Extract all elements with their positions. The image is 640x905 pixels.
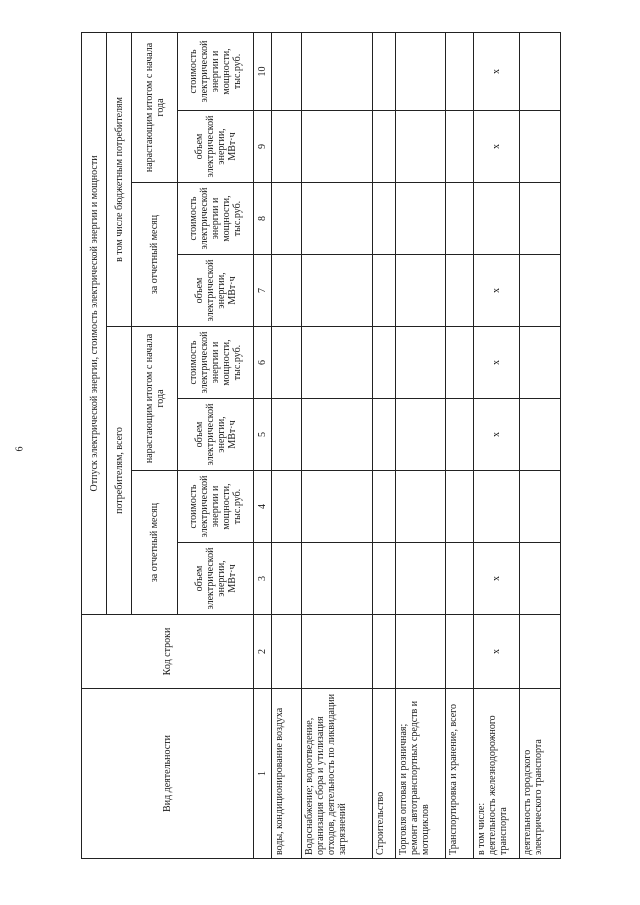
value-cell (395, 255, 445, 327)
code-cell (446, 615, 474, 689)
table-header (82, 32, 272, 858)
code-cell (302, 615, 373, 689)
rotated-table-container (81, 33, 561, 859)
budget-month-header: за отчетный месяц (132, 183, 178, 327)
column-number: 9 (253, 111, 271, 183)
value-cell (373, 543, 396, 615)
table-row (373, 32, 396, 858)
value-cell (519, 111, 560, 183)
value-cell (395, 32, 445, 110)
value-cell (373, 183, 396, 255)
value-cell: х (473, 399, 519, 471)
value-cell (446, 111, 474, 183)
value-cell (446, 471, 474, 543)
value-cell (519, 183, 560, 255)
value-cell (519, 471, 560, 543)
value-cell (272, 543, 302, 615)
activity-cell: Водоснабжение; водоотведение, организация сбора и утилизация отходов, деятельность по ликвидации загрязнений (302, 689, 373, 859)
activity-cell: Торговля оптовая и розничная; ремонт автотранспортных средств и мотоциклов (395, 689, 445, 859)
value-cell (373, 327, 396, 399)
value-cell (302, 327, 373, 399)
electricity-supply-table (81, 32, 561, 859)
value-cell (302, 543, 373, 615)
value-cell (446, 399, 474, 471)
column-number: 7 (253, 255, 271, 327)
column-number: 2 (253, 615, 271, 689)
value-cell (373, 255, 396, 327)
table-row (395, 32, 445, 858)
code-cell (373, 615, 396, 689)
all-month-header: за отчетный месяц (132, 471, 178, 615)
value-cell (446, 327, 474, 399)
value-cell (302, 471, 373, 543)
value-cell: х (473, 543, 519, 615)
value-cell (395, 471, 445, 543)
value-cell (373, 471, 396, 543)
value-cell (302, 399, 373, 471)
value-cell (473, 471, 519, 543)
column-numbers-row (253, 32, 271, 858)
activity-cell: Строительство (373, 689, 396, 859)
value-cell (272, 111, 302, 183)
table-row (272, 32, 302, 858)
all-ytd-header: нарастающим итогом с начала года (132, 327, 178, 471)
value-cell (302, 183, 373, 255)
table-row (446, 32, 474, 858)
value-cell (272, 255, 302, 327)
table-row (519, 32, 560, 858)
col-header-volume: объем электрической энергии, МВт·ч (178, 111, 254, 183)
budget-ytd-header: нарастающим итогом с начала года (132, 32, 178, 182)
table-row (302, 32, 373, 858)
activity-cell: в том числе: деятельность железнодорожного транспорта (473, 689, 519, 859)
table-row (473, 32, 519, 858)
value-cell (302, 255, 373, 327)
value-cell (373, 111, 396, 183)
value-cell: х (473, 111, 519, 183)
value-cell (519, 255, 560, 327)
code-cell (519, 615, 560, 689)
value-cell (519, 399, 560, 471)
col-header-cost: стоимость электрической энергии и мощности, тыс.руб. (178, 471, 254, 543)
activity-cell: деятельность городского электрического транспорта (519, 689, 560, 859)
value-cell (395, 543, 445, 615)
code-cell (395, 615, 445, 689)
value-cell (473, 183, 519, 255)
col-header-volume: объем электрической энергии, МВт·ч (178, 255, 254, 327)
value-cell (272, 183, 302, 255)
column-number: 4 (253, 471, 271, 543)
code-header: Код строки (82, 615, 254, 689)
table-body (272, 32, 561, 858)
value-cell: х (473, 327, 519, 399)
column-number: 10 (253, 32, 271, 110)
column-number: 3 (253, 543, 271, 615)
col-header-cost: стоимость электрической энергии и мощности, тыс.руб. (178, 327, 254, 399)
rotated-table (81, 33, 561, 859)
value-cell (446, 543, 474, 615)
code-cell: х (473, 615, 519, 689)
value-cell (395, 399, 445, 471)
column-number: 8 (253, 183, 271, 255)
value-cell: х (473, 32, 519, 110)
supply-header: Отпуск электрической энергии, стоимость электрической энергии и мощности (82, 32, 107, 614)
column-number: 6 (253, 327, 271, 399)
value-cell (446, 32, 474, 110)
value-cell (373, 399, 396, 471)
value-cell (446, 255, 474, 327)
all-consumers-header: потребителям, всего (107, 327, 132, 615)
value-cell (272, 471, 302, 543)
activity-header: Вид деятельности (82, 689, 254, 859)
value-cell (446, 183, 474, 255)
value-cell (395, 327, 445, 399)
activity-cell: воды, кондиционирование воздуха (272, 689, 302, 859)
col-header-volume: объем электрической энергии, МВт·ч (178, 543, 254, 615)
value-cell (519, 32, 560, 110)
page-number: 6 (14, 446, 25, 452)
value-cell (302, 111, 373, 183)
column-number: 5 (253, 399, 271, 471)
col-header-cost: стоимость электрической энергии и мощности, тыс.руб. (178, 183, 254, 255)
value-cell (302, 32, 373, 110)
value-cell (272, 399, 302, 471)
value-cell (395, 183, 445, 255)
value-cell (373, 32, 396, 110)
value-cell (519, 327, 560, 399)
col-header-volume: объем электрической энергии, МВт·ч (178, 399, 254, 471)
value-cell: х (473, 255, 519, 327)
activity-cell: Транспортировка и хранение, всего (446, 689, 474, 859)
value-cell (272, 32, 302, 110)
value-cell (395, 111, 445, 183)
value-cell (272, 327, 302, 399)
value-cell (519, 543, 560, 615)
col-header-cost: стоимость электрической энергии и мощности, тыс.руб. (178, 32, 254, 110)
code-cell (272, 615, 302, 689)
budget-consumers-header: в том числе бюджетным потребителям (107, 32, 132, 326)
column-number: 1 (253, 689, 271, 859)
